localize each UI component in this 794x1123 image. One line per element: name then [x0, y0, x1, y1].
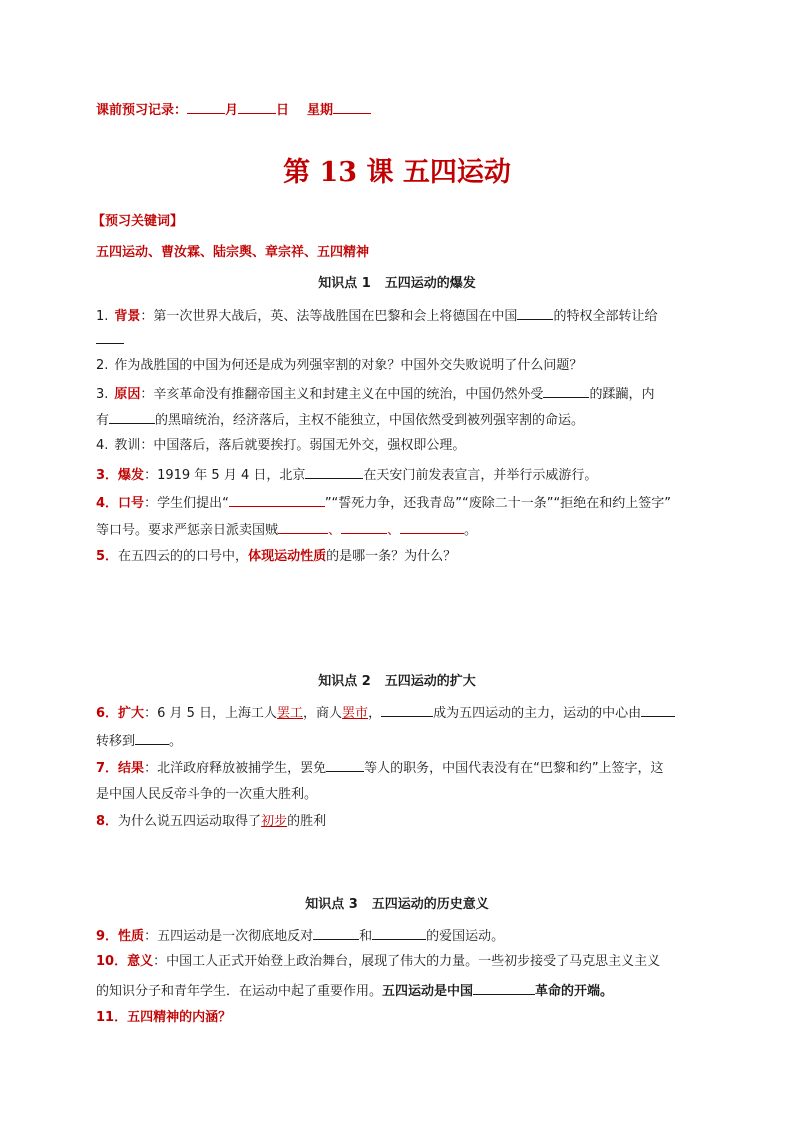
q8-strike-word: 罢工: [277, 706, 304, 721]
q11-number: 9．: [96, 929, 119, 944]
day-label: 日: [276, 103, 290, 118]
q7-number: 5．: [96, 549, 119, 564]
q13-number: 11．: [96, 1010, 128, 1025]
prep-record: [96, 100, 371, 120]
q12-text-a: ：中国工人正式开始登上政治舞台，展现了伟大的力量。一些初步接受了马克思主义主义: [153, 954, 661, 969]
day-blank[interactable]: [238, 100, 276, 114]
q4-number: 4.: [96, 438, 109, 453]
q8-keyword: 扩大: [118, 706, 145, 721]
keywords-heading: 【预习关键词】: [92, 214, 184, 229]
q1-number: 1.: [96, 309, 109, 324]
q12-text-b: 的知识分子和青年学生．在运动中起了重要作用。: [96, 984, 383, 999]
q6-text-a: ：学生们提出“: [144, 496, 229, 511]
q4-line: [96, 437, 465, 455]
q10-text-a: 为什么说五四运动取得了: [118, 814, 262, 829]
q8-text-e: 转移到: [96, 734, 136, 749]
q12-blank[interactable]: [473, 981, 535, 995]
q10-line: [96, 813, 326, 831]
q5-blank[interactable]: [305, 465, 363, 479]
keywords-list: 五四运动、曹汝霖、陆宗舆、章宗祥、五四精神: [96, 245, 370, 260]
q9-line-1: [96, 758, 664, 778]
q13-line: [96, 1009, 231, 1027]
section-3-title: 五四运动的历史意义: [371, 897, 489, 912]
q7-keyword: 体现运动性质: [248, 549, 327, 564]
q9-blank[interactable]: [326, 758, 364, 772]
q3-number: 3.: [96, 387, 109, 402]
q11-blank-2[interactable]: [372, 926, 426, 940]
q11-text-a: ：五四运动是一次彻底地反对: [144, 929, 314, 944]
q8-text-c: ，: [368, 706, 382, 721]
month-blank[interactable]: [187, 100, 225, 114]
q3-text-a: ：辛亥革命没有推翻帝国主义和封建主义在中国的统治，中国仍然外受: [140, 387, 544, 402]
q1-line-2: [96, 330, 124, 350]
q12-text-d: 革命的开端。: [535, 984, 614, 999]
q1-blank-1[interactable]: [517, 306, 553, 320]
section-3-heading: [0, 896, 794, 914]
section-1-label: 知识点 1: [318, 276, 371, 291]
q5-keyword: 爆发: [118, 468, 145, 483]
q8-market-strike-word: 罢市: [342, 706, 369, 721]
q7-line: [96, 548, 456, 566]
q3-text-d: 的黑暗统治，经济落后，主权不能独立，中国依然受到被列强宰割的命运。: [155, 413, 585, 428]
q11-text-b: 和: [359, 929, 373, 944]
section-2-heading: [0, 673, 794, 691]
q1-line-1: [96, 306, 657, 326]
q3-line-2: [96, 410, 584, 430]
section-3-label: 知识点 3: [305, 897, 358, 912]
q12-keyword: 意义: [127, 954, 154, 969]
q7-text-b: 的是哪一条？为什么？: [326, 549, 457, 564]
q8-blank-2[interactable]: [641, 703, 675, 717]
lesson-title: 第 13 课 五四运动: [283, 157, 511, 188]
q12-text-c: 五四运动是中国: [382, 984, 474, 999]
q9-text-c: 是中国人民反帝斗争的一次重大胜利。: [96, 787, 318, 802]
q6-sep-2: 、: [387, 523, 401, 538]
q6-text-b: ”“誓死力争，还我青岛”“废除二十一条”“拒绝在和约上签字”: [324, 496, 671, 511]
q2-number: 2.: [96, 358, 109, 373]
q6-sep-1: 、: [328, 523, 342, 538]
section-2-title: 五四运动的扩大: [384, 674, 476, 689]
q6-end: 。: [464, 523, 478, 538]
q6-blank-traitor-1[interactable]: [278, 520, 328, 534]
weekday-blank[interactable]: [333, 100, 371, 114]
q10-number: 8．: [96, 814, 119, 829]
q6-blank-traitor-2[interactable]: [341, 520, 387, 534]
prep-label: 课前预习记录：: [96, 103, 188, 118]
q8-text-b: ，商人: [303, 706, 343, 721]
q1-keyword: 背景: [114, 309, 141, 324]
q11-keyword: 性质: [118, 929, 145, 944]
q5-text-b: 在天安门前发表宣言，并举行示威游行。: [363, 468, 598, 483]
q9-line-2: [96, 786, 317, 804]
section-2-label: 知识点 2: [318, 674, 371, 689]
q5-line: [96, 465, 597, 485]
q11-blank-1[interactable]: [313, 926, 359, 940]
q13-text: 五四精神的内涵？: [127, 1010, 232, 1025]
q8-text-a: ：6 月 5 日，上海工人: [144, 706, 278, 721]
q3-blank-1[interactable]: [543, 384, 589, 398]
q9-number: 7．: [96, 761, 119, 776]
q6-line-2: [96, 520, 477, 540]
q3-keyword: 原因: [114, 387, 141, 402]
q1-blank-2[interactable]: [96, 330, 124, 344]
q3-line-1: [96, 384, 654, 404]
q4-text: 教训：中国落后，落后就要挨打。弱国无外交，强权即公理。: [114, 438, 466, 453]
q8-number: 6．: [96, 706, 119, 721]
q12-number: 10．: [96, 954, 128, 969]
q6-text-c: 等口号。要求严惩亲日派卖国贼: [96, 523, 279, 538]
q1-text-a: ：第一次世界大战后，英、法等战胜国在巴黎和会上将德国在中国: [140, 309, 518, 324]
q9-text-b: 等人的职务，中国代表没有在“巴黎和约”上签字，这: [364, 761, 664, 776]
q6-blank-slogan[interactable]: [229, 493, 325, 507]
month-label: 月: [225, 103, 239, 118]
q6-number: 4．: [96, 496, 119, 511]
q6-blank-traitor-3[interactable]: [400, 520, 464, 534]
q10-text-b: 的胜利: [287, 814, 327, 829]
q9-keyword: 结果: [118, 761, 145, 776]
q12-line-1: [96, 953, 660, 971]
section-1-title: 五四运动的爆发: [384, 276, 476, 291]
q10-keyword: 初步: [261, 814, 288, 829]
q12-line-2: [96, 981, 613, 1001]
q3-text-b: 的蹂躏，内: [589, 387, 655, 402]
weekday-label: 星期: [307, 103, 334, 118]
q2-line: [96, 357, 582, 375]
q5-number: 3．: [96, 468, 119, 483]
q8-text-d: 成为五四运动的主力，运动的中心由: [433, 706, 642, 721]
section-1-heading: [0, 275, 794, 293]
q6-line-1: [96, 493, 671, 513]
q3-blank-2[interactable]: [109, 410, 155, 424]
q11-text-c: 的爱国运动。: [426, 929, 505, 944]
q11-line: [96, 926, 504, 946]
q6-keyword: 口号: [118, 496, 145, 511]
q7-text-a: 在五四云的的口号中，: [118, 549, 249, 564]
q2-text: 作为战胜国的中国为何还是成为列强宰割的对象？中国外交失败说明了什么问题？: [114, 358, 583, 373]
q3-text-c: 有: [96, 413, 110, 428]
q8-blank-3[interactable]: [135, 731, 169, 745]
q8-line-2: [96, 731, 182, 751]
q8-line-1: [96, 703, 675, 723]
q8-end: 。: [169, 734, 183, 749]
q1-text-b: 的特权全部转让给: [553, 309, 658, 324]
q8-blank-1[interactable]: [381, 703, 433, 717]
q9-text-a: ：北洋政府释放被捕学生，罢免: [144, 761, 327, 776]
q5-text-a: ：1919 年 5 月 4 日，北京: [144, 468, 306, 483]
